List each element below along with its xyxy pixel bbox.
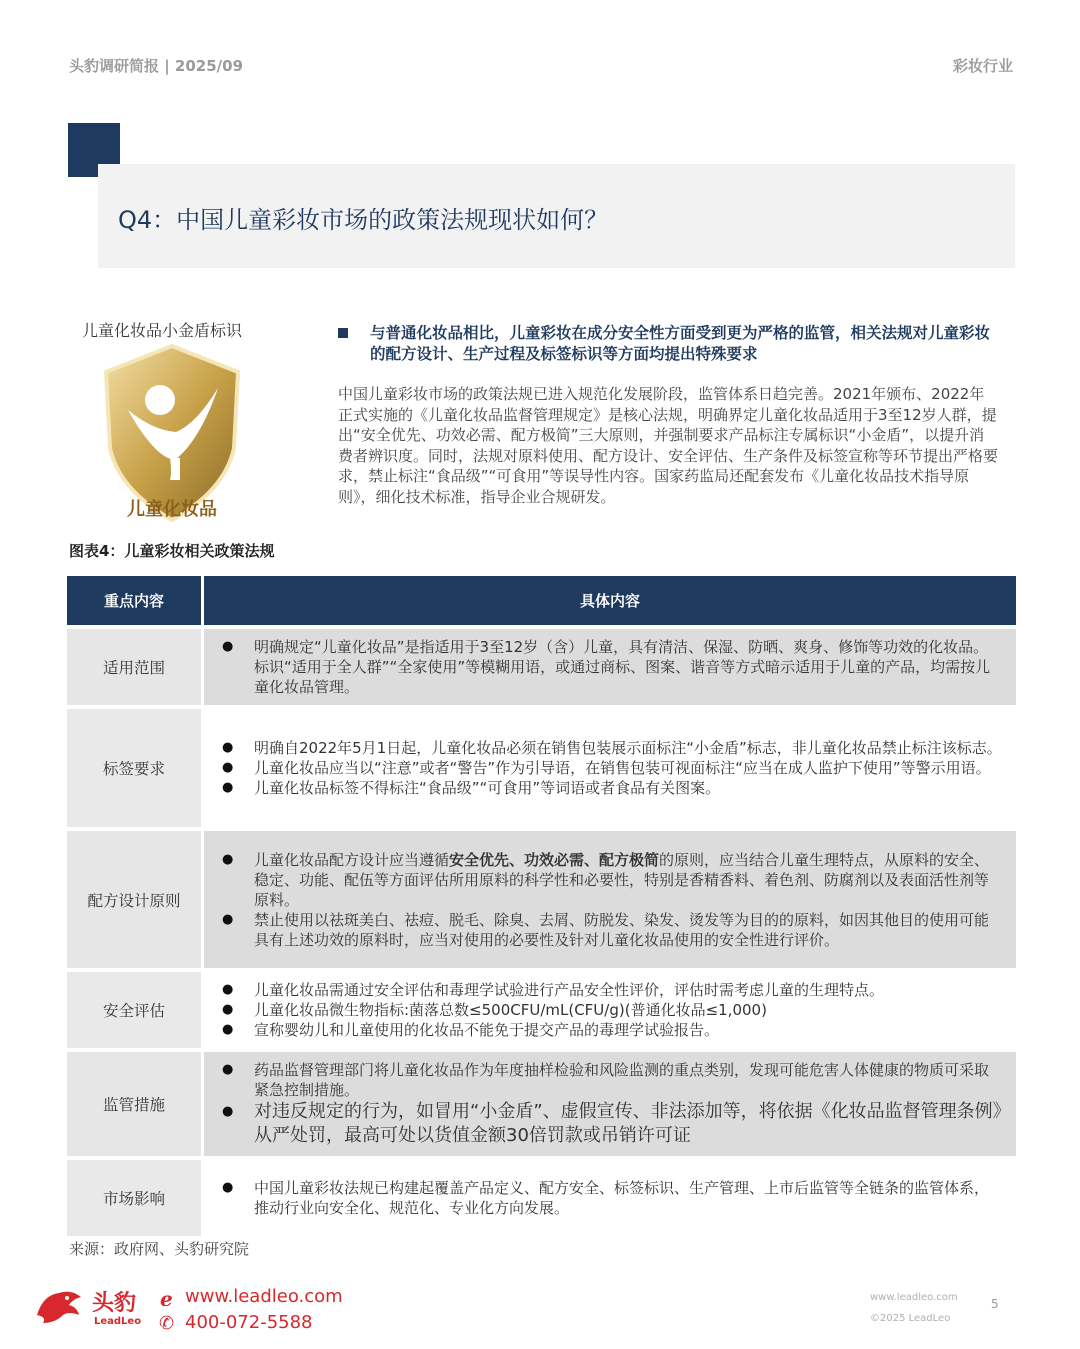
row-label: 市场影响 — [67, 1160, 204, 1236]
row-content — [204, 972, 1016, 1048]
list-item: ● 明确规定“儿童化妆品”是指适用于3至12岁（含）儿童，具有清洁、保湿、防晒、爽身、修饰等功效的化妆品。标识“适用于全人群”“全家使用”等模糊用语，或通过商标、图案、谐音等方式暗示适用于儿童的产品，均需按儿童化妆品管理。 — [222, 637, 1002, 697]
table-row — [67, 709, 1016, 827]
key-point-text: 与普通化妆品相比，儿童彩妆在成分安全性方面受到更为严格的监管，相关法规对儿童彩妆的配方设计、生产过程及标签标识等方面均提出特殊要求 — [370, 324, 991, 363]
table-title: 图表4：儿童彩妆相关政策法规 — [69, 542, 275, 560]
row-label: 安全评估 — [67, 972, 204, 1048]
list-item: ● 禁止使用以祛斑美白、祛痘、脱毛、除臭、去屑、防脱发、染发、烫发等为目的的原料，如因其他目的使用可能具有上述功效的原料时，应当对使用的必要性及针对儿童化妆品使用的安全性进行评价。 — [222, 910, 1002, 950]
shield-logo-text: 儿童化妆品 — [127, 499, 217, 520]
list-item-emphasis: 安全优先、功效必需、配方极简 — [449, 850, 660, 869]
badge-caption: 儿童化妆品小金盾标识 — [82, 321, 243, 340]
row-label: 配方设计原则 — [67, 831, 204, 968]
report-header-title: 头豹调研简报 | 2025/09 — [69, 57, 244, 75]
list-item: ● 中国儿童彩妆法规已构建起覆盖产品定义、配方安全、标签标识、生产管理、上市后监管等全链条的监管体系，推动行业向安全化、规范化、专业化方向发展。 — [222, 1178, 1002, 1218]
page-number: 5 — [991, 1297, 999, 1311]
table-row — [67, 1160, 1016, 1236]
row-label: 标签要求 — [67, 709, 204, 827]
table-header-row — [67, 576, 1016, 625]
table-header-key: 重点内容 — [67, 576, 204, 625]
footer-copyright: ©2025 LeadLeo — [870, 1313, 951, 1324]
list-item — [222, 850, 1002, 910]
table-header-detail: 具体内容 — [204, 576, 1016, 625]
table-row — [67, 831, 1016, 968]
brand-name-cn: 头豹 — [92, 1291, 137, 1316]
leopard-logo-icon — [33, 1285, 85, 1327]
gold-shield-logo — [100, 340, 245, 525]
list-item: ● 儿童化妆品标签不得标注“食品级”“可食用”等词语或者食品有关图案。 — [222, 778, 1002, 798]
row-content — [204, 1160, 1016, 1236]
list-item: ● 明确自2022年5月1日起，儿童化妆品必须在销售包装展示面标注“小金盾”标志，非儿童化妆品禁止标注该标志。 — [222, 738, 1002, 758]
footer-website: www.leadleo.com — [870, 1292, 958, 1303]
list-item: ● 对违反规定的行为，如冒用“小金盾”、虚假宣传、非法添加等，将依据《化妆品监督管理条例》从严处罚，最高可处以货值金额30倍罚款或吊销许可证 — [222, 1100, 1002, 1148]
list-item-text: 的原则，应当结合儿童生理特点，从原料的安全、稳定、功能、配伍等方面评估所用原料的科学性和必要性，特别是香精香料、着色剂、防腐剂以及表面活性剂等原料。 — [254, 850, 990, 909]
list-item: ● 儿童化妆品需通过安全评估和毒理学试验进行产品安全性评价，评估时需考虑儿童的生理特点。 — [222, 980, 1002, 1000]
row-content — [204, 629, 1016, 705]
list-item: ● 药品监督管理部门将儿童化妆品作为年度抽样检验和风险监测的重点类别，发现可能危害人体健康的物质可采取紧急控制措施。 — [222, 1060, 1002, 1100]
phone-icon: ✆ — [159, 1313, 175, 1334]
list-item: ● 儿童化妆品应当以“注意”或者“警告”作为引导语，在销售包装可视面标注“应当在成人监护下使用”等警示用语。 — [222, 758, 1002, 778]
brand-name-en: LeadLeo — [94, 1316, 142, 1327]
row-label: 适用范围 — [67, 629, 204, 705]
web-icon: ℯ — [160, 1287, 173, 1311]
table-row — [67, 972, 1016, 1048]
website-link[interactable]: www.leadleo.com — [185, 1286, 343, 1307]
list-item-text: 儿童化妆品配方设计应当遵循 — [254, 850, 450, 869]
row-content — [204, 831, 1016, 968]
source-note: 来源：政府网、头豹研究院 — [69, 1240, 250, 1258]
table-row — [67, 629, 1016, 705]
phone-number: 400-072-5588 — [185, 1312, 313, 1333]
row-label: 监管措施 — [67, 1052, 204, 1156]
list-item: ● 宣称婴幼儿和儿童使用的化妆品不能免于提交产品的毒理学试验报告。 — [222, 1020, 1002, 1040]
report-header-industry: 彩妆行业 — [952, 57, 1013, 75]
row-content — [204, 709, 1016, 827]
policy-table — [67, 572, 1016, 1240]
list-item: ● 儿童化妆品微生物指标:菌落总数≤500CFU/mL(CFU/g)(普通化妆品≤1,000) — [222, 1000, 1002, 1020]
intro-paragraph: 中国儿童彩妆市场的政策法规已进入规范化发展阶段，监管体系日趋完善。2021年颁布、2022年正式实施的《儿童化妆品监督管理规定》是核心法规，明确界定儿童化妆品适用于3至12岁人群，提出“安全优先、功效必需、配方极简”三大原则，并强制要求产品标注专属标识“小金盾”，以提升消费者辨识度。同时，法规对原料使用、配方设计、安全评估、生产条件及标签宣称等环节提出严格要求，禁止标注“食品级”“可食用”等误导性内容。国家药监局还配套发布《儿童化妆品技术指导原则》，细化技术标准，指导企业合规研发。 — [338, 385, 999, 506]
key-point-bullet — [338, 328, 348, 338]
row-content — [204, 1052, 1016, 1156]
question-title: Q4：中国儿童彩妆市场的政策法规现状如何？ — [118, 206, 609, 234]
table-row — [67, 1052, 1016, 1156]
